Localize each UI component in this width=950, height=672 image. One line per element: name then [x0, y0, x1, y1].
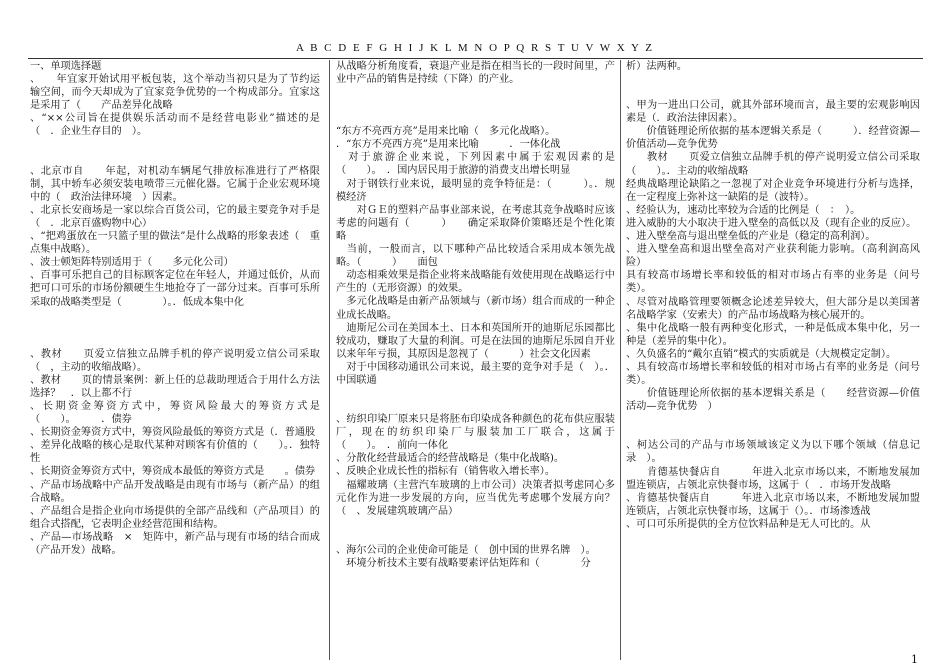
spacer	[626, 426, 920, 439]
column-1	[30, 60, 320, 650]
question-line: 、长期资金筹资方式中，筹资风险最大的筹资方式是（ ）。 ．债券	[30, 400, 320, 426]
question-line: 、长期资金筹资方式中，筹资风险最低的筹资方式是（．普通股	[30, 427, 316, 439]
question-line: 迪斯尼公司在美国本土、日本和英国所开的迪斯尼乐园都比较成功，赚取了大量的利润。可是在法国的迪斯尼乐园自开业以来年年亏损，其原因是忽视了（ ）社会文化因素	[336, 322, 615, 360]
question-line: 、久负盛名的“戴尔直销”模式的实质就是（大规模定定制）。	[626, 348, 897, 360]
question-line: 、甲为一进出口公司，就其外部环境而言，最主要的宏观影响因素是（．政治法律因素）。	[626, 100, 920, 125]
question-line: 环境分析技术主要有战略要素评估矩阵和（ 分	[336, 557, 591, 569]
spacer	[336, 112, 615, 125]
question-line: 进入威胁的大小取决于进入壁垒的高低以及（现有企业的反应）。	[626, 217, 917, 229]
spacer	[336, 387, 615, 400]
question-line: 对于旅游企业来说，下列因素中属于宏观因素的是（ ）。 ．国内居民用于旅游的消费支出增长明显	[336, 152, 615, 177]
question-line: 析）法两种。	[626, 61, 688, 72]
question-line: 、尽管对战略管理要领概念论述差异较大，但大部分是以美国著名战略学家（安索夫）的产品市场战略为核心展开的。	[626, 296, 920, 321]
question-line: 、差异化战略的核心是取代某种对顾客有价值的（ ）。．独特性	[30, 440, 320, 465]
question-line: 、经验认为，速动比率较为合适的比例是（ ： ）。	[626, 204, 861, 216]
header-rule	[28, 58, 923, 59]
spacer	[30, 139, 320, 152]
question-line: 价值链理论所依据的基本逻辑关系是（ ）．经营资源—价值活动—竞争优势	[626, 126, 920, 151]
question-line: 一、单项选择题	[30, 61, 102, 72]
question-line: 、教材 页的情景案例：新上任的总裁助理适合于用什么方法选择？ ．以上都不行	[30, 374, 320, 399]
question-line: 、北京长安商场是一家以综合百货公司，它的最主要竞争对手是（ ．北京百盛购物中心）	[30, 204, 320, 229]
question-line: 、集中化战略一般有两种变化形式，一种是低成本集中化，另一种是（差异的集中化）。	[626, 322, 920, 347]
question-line: 、产品—市场战略 × 矩阵中，新产品与现有市场的结合而成（产品开发）战略。	[30, 531, 320, 556]
spacer	[336, 86, 615, 99]
page-number: 1	[911, 653, 918, 666]
question-line: 从战略分析角度看，衰退产业是指在相当长的一段时间里，产业中产品的销售是持续（下降）的产业。	[336, 61, 615, 86]
column-divider-2	[620, 60, 621, 660]
question-line: 对ＧＥ的塑料产品事业部来说，在考虑其竞争战略时应该考虑的问题有（ ） 确定采取降价策略还是个性化策略	[336, 204, 615, 242]
spacer	[336, 531, 615, 544]
question-line: 对于钢铁行业来说，最明显的竞争特征是：（ ）。．规模经济	[336, 178, 615, 203]
spacer	[30, 322, 320, 335]
question-line: 、反映企业成长性的指标有（销售收入增长率）。	[336, 466, 556, 478]
spacer	[336, 518, 615, 531]
question-line: 动态相乘效果是指企业将来战略能有效使用现在战略运行中产生的（无形资源）的效果。	[336, 270, 615, 295]
column-2	[336, 60, 615, 650]
question-line: 对于中国移动通讯公司来说，最主要的竞争对手是（ ）。．中国联通	[336, 361, 615, 386]
question-line: 、海尔公司的企业使命可能是（ 创中国的世界名牌 ）。	[336, 544, 596, 556]
question-line: 、北京市自 年起，对机动车辆尾气排放标准进行了严格限制，其中轿车必须安装电喷带三元催化器。它属于企业宏观环境中的（ 政治法律环境 ）因素。	[30, 165, 320, 203]
column-divider-1	[329, 60, 330, 660]
spacer	[336, 99, 615, 112]
spacer	[626, 73, 920, 86]
question-line: 福耀玻璃（主营汽车玻璃的上市公司）决策者拟考虑同心多元化作为进一步发展的方向，应当优先考虑哪个发展方向？（ 、发展建筑玻璃产品）	[336, 479, 615, 517]
question-line: 肯德基快餐店自 年进入北京市场以来，不断地发展加盟连锁店，占领北京快餐市场，这属于（ ．市场开发战略	[626, 466, 920, 491]
question-line: 、分散化经营最适合的经营战略是（集中化战略)。	[336, 453, 565, 465]
spacer	[30, 335, 320, 348]
question-line: 、产品组合是指企业向市场提供的全部产品线和（产品项目）的组合式搭配，它表明企业经营范围和结构。	[30, 505, 320, 530]
question-line: 价值链理论所依据的基本逻辑关系是（ 经营资源—价值活动—竞争优势 ）	[626, 388, 920, 413]
question-line: 多元化战略是由新产品领域与（新市场）组合而成的一种企业成长战略。	[336, 296, 615, 321]
question-line: 、教材 页爱立信独立品牌手机的停产说明爱立信公司采取（ ，主动的收缩战略）。	[30, 348, 320, 373]
question-line: 、波士顿矩阵特别适用于（ 多元化公司）	[30, 257, 234, 269]
spacer	[30, 309, 320, 322]
question-line: 、进入壁垒高和退出壁垒高对产业获利能力影响。（高利润高风险）	[626, 244, 920, 269]
question-line: 、可口可乐所提供的全方位饮料品种是无人可比的。从	[626, 518, 871, 530]
question-line: 、“把鸡蛋放在一只篮子里的做法”是什么战略的形象表述（ 重点集中战略）。	[30, 231, 320, 256]
question-line: 、产品市场战略中产品开发战略是由现有市场与（新产品）的组合战略。	[30, 479, 320, 504]
question-line: 、 年宜家开始试用平板包装，这个举动当初只是为了节约运输空间，而今天却成为了宜家竞争优势的一个构成部分。宜家这是采用了（ 产品差异化战略	[30, 74, 320, 112]
question-line: 、纺织印染厂原来只是将胚布印染成各种颜色的花布供应服装厂，现在的纺织印染厂与服装加工厂联合，这属于（ ）。 ．前向一体化	[336, 414, 615, 452]
spacer	[336, 400, 615, 413]
question-line: ．“东方不亮西方亮”是用来比喻 ．一体化战	[336, 139, 561, 151]
question-line: 、进入壁垒高与退出壁垒低的产业是（稳定的高利润）。	[626, 231, 876, 243]
spacer	[626, 86, 920, 99]
question-line: 教材 页爱立信独立品牌手机的停产说明爱立信公司采取（ ）。．主动的收缩战略	[626, 152, 920, 177]
spacer	[626, 413, 920, 426]
question-line: 经典战略理论缺陷之一忽视了对企业竞争环境进行分析与选择，在一定程度上弥补这一缺陷的是（波特）。	[626, 178, 920, 203]
question-line: 、长期资金筹资方式中，筹资成本最低的筹资方式是 。债券	[30, 466, 316, 478]
question-line: 当前，一般而言，以下哪种产品比较适合采用成本领先战略。（ ） 面包	[336, 244, 615, 269]
spacer	[30, 152, 320, 165]
question-line: 具有较高市场增长率和较低的相对市场占有率的业务是（问号类）。	[626, 270, 920, 295]
question-line: 、柯达公司的产品与市场领域该定义为以下哪个领域（信息记录 ）。	[626, 440, 920, 465]
column-3	[626, 60, 920, 650]
question-line: 、百事可乐把自己的目标顾客定位在年轻人，并通过低价，从而把可口可乐的市场份额硬生生地抢夺了一部分过来。百事可乐所采取的战略类型是（ ）。．低成本集中化	[30, 270, 320, 308]
question-line: “东方不亮西方亮”是用来比喻（ 多元化战略）。	[336, 126, 556, 138]
question-line: 、“××公司旨在提供娱乐活动而不是经营电影业”描述的是（ ．企业生存目的 ）。	[30, 113, 320, 138]
alphabet-header: A B C D E F G H I J K L M N O P Q R S T U V W X Y Z	[296, 42, 654, 54]
question-line: 、肯德基快餐店自 年进入北京市场以来，不断地发展加盟连锁店，占领北京快餐市场，这属于（）。．市场渗透战	[626, 492, 920, 517]
question-line: 、具有较高市场增长率和较低的相对市场占有率的业务是（问号类）。	[626, 361, 920, 387]
